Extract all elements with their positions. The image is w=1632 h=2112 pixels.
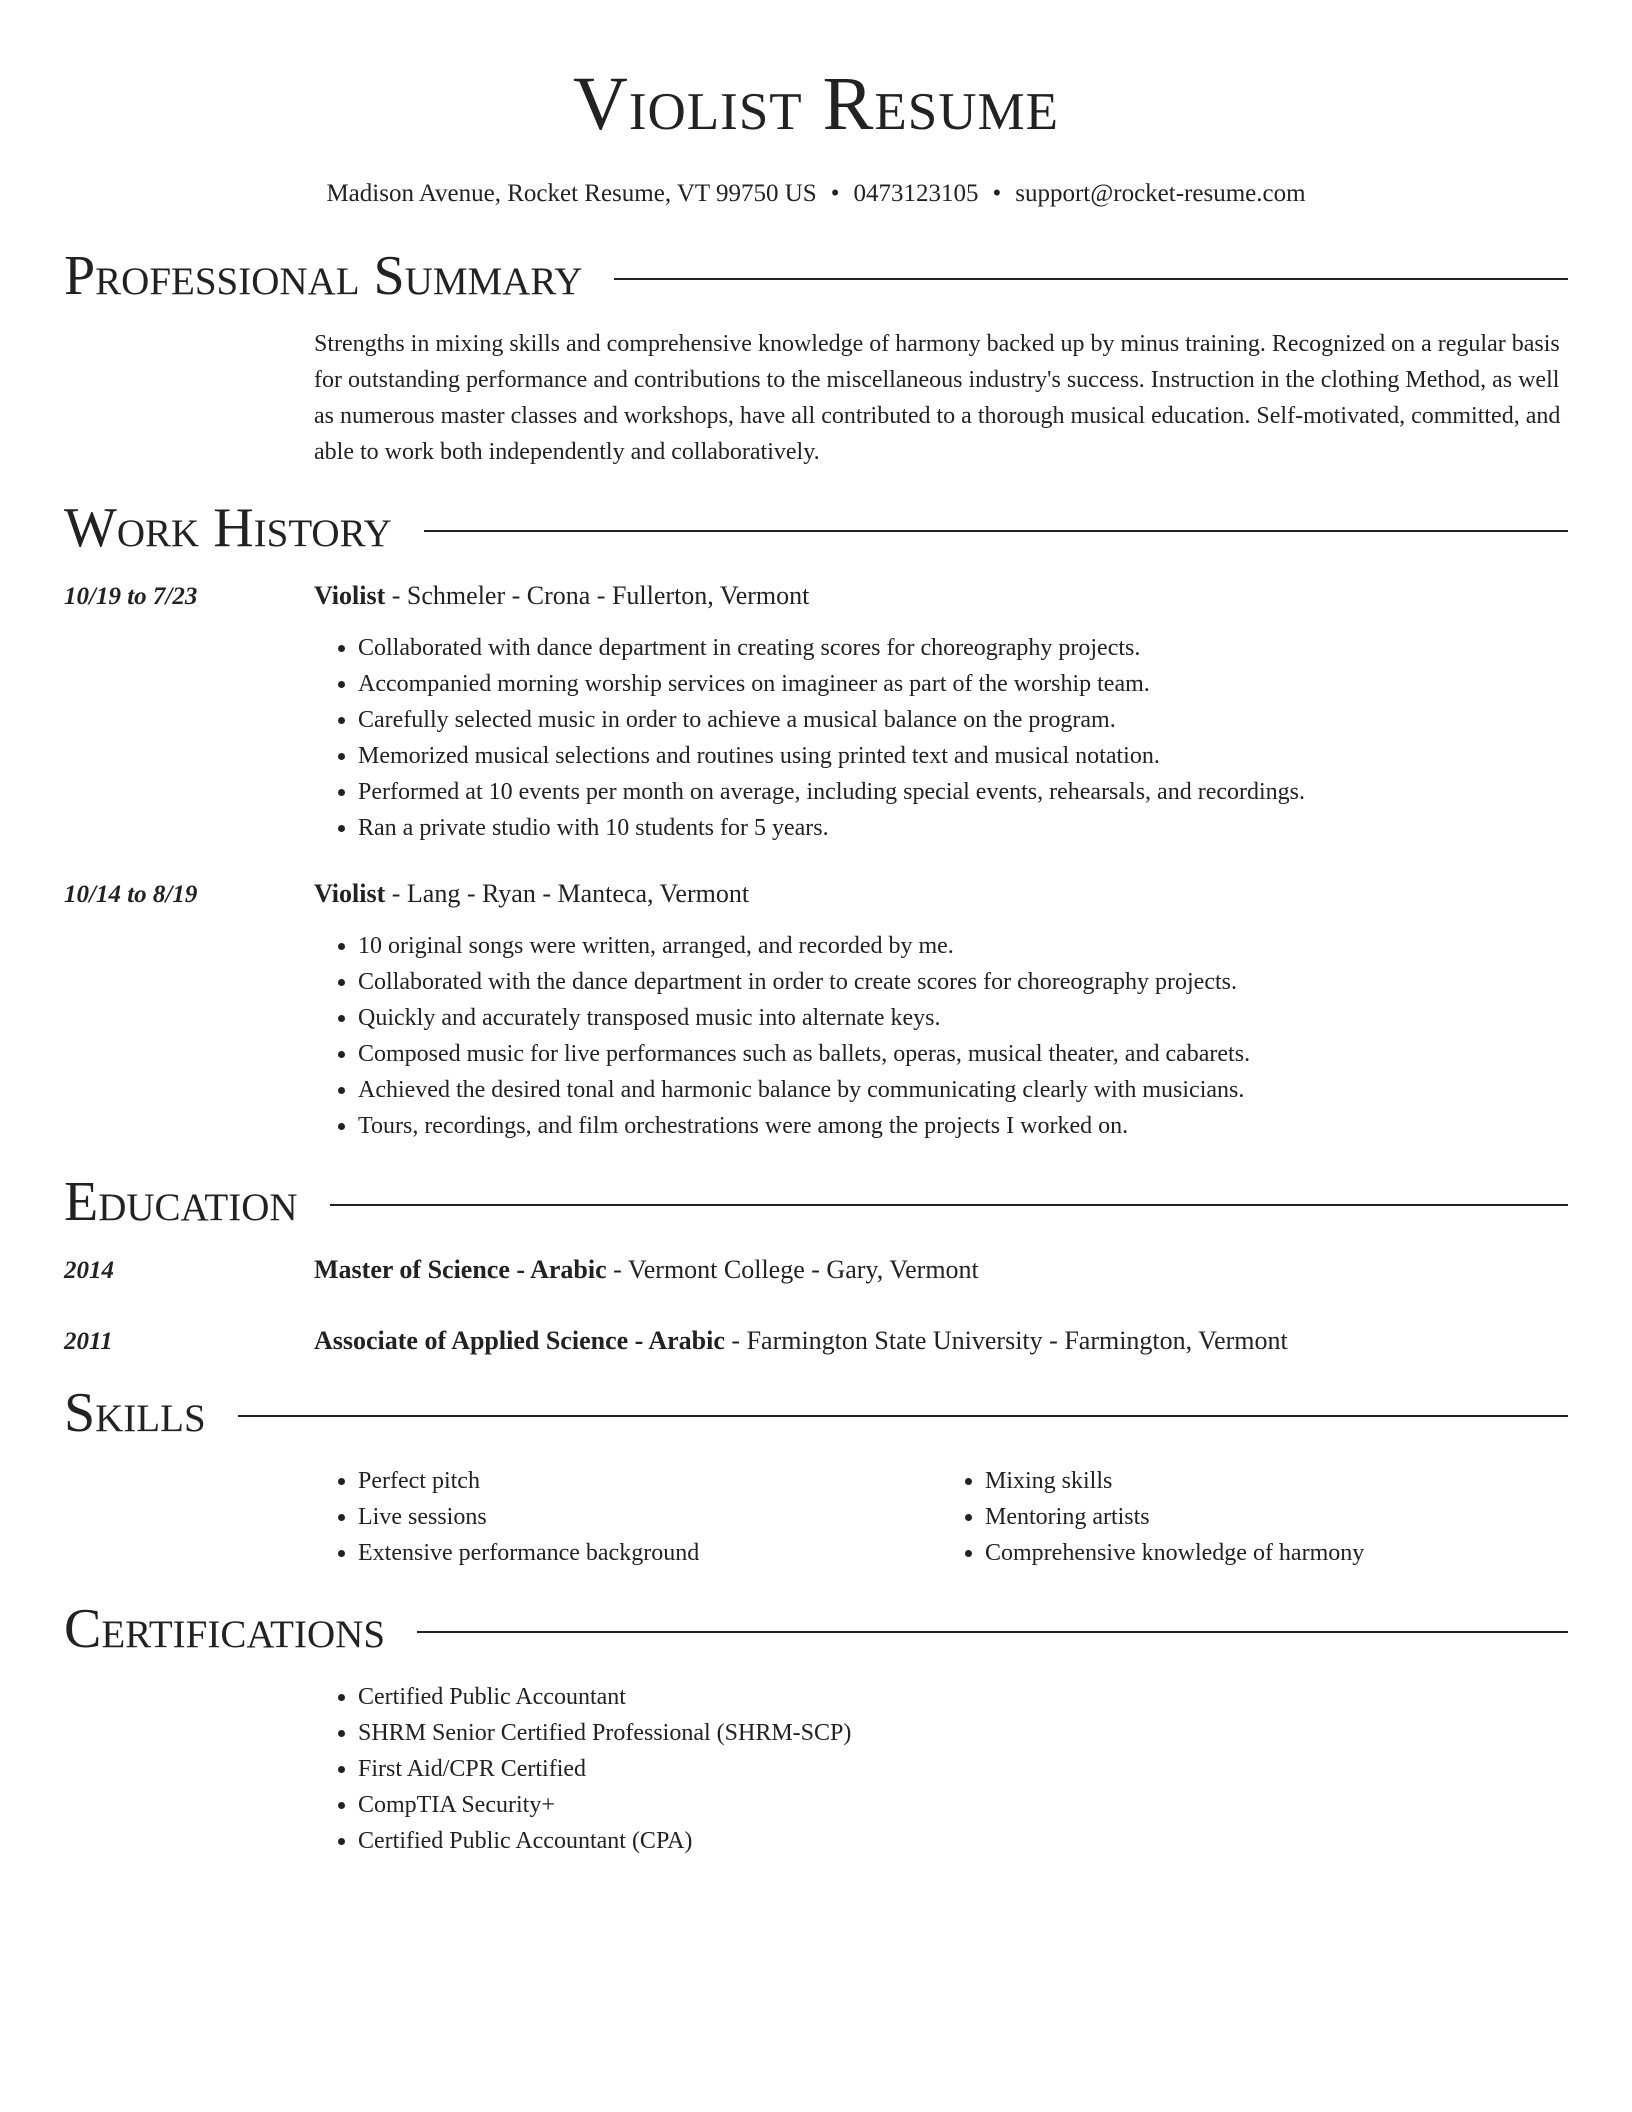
list-item: • Memorized musical selections and routines using printed text and musical notation.	[358, 738, 1568, 774]
education-year: 2014	[64, 1257, 114, 1284]
job-entry	[64, 876, 1568, 1144]
section-rule	[614, 278, 1568, 280]
skills-section-header	[64, 1381, 1568, 1445]
list-item: • Carefully selected music in order to achieve a musical balance on the program.	[358, 702, 1568, 738]
list-item: • Certified Public Accountant	[358, 1679, 1568, 1715]
job-bullets-wrap	[314, 630, 1568, 846]
education-year: 2011	[64, 1328, 113, 1355]
education-entry	[64, 1323, 1568, 1359]
job-dates: 10/14 to 8/19	[64, 881, 198, 908]
list-item: • Certified Public Accountant (CPA)	[358, 1823, 1568, 1859]
section-rule	[238, 1415, 1568, 1417]
skills-list-left	[314, 1463, 941, 1571]
education-degree: Associate of Applied Science - Arabic	[314, 1326, 725, 1355]
work-section-header	[64, 496, 1568, 560]
certifications-heading: Certifications	[64, 1598, 386, 1660]
certifications-body	[314, 1679, 1568, 1859]
job-bullets	[314, 928, 1568, 1144]
list-item: • Collaborated with dance department in creating scores for choreography projects.	[358, 630, 1568, 666]
list-item: • Quickly and accurately transposed music into alternate keys.	[358, 1000, 1568, 1036]
section-rule	[330, 1204, 1568, 1206]
list-item: • Achieved the desired tonal and harmonic balance by communicating clearly with musicians.	[358, 1072, 1568, 1108]
job-bullets	[314, 630, 1568, 846]
job-entry	[64, 578, 1568, 846]
list-item: • Accompanied morning worship services on imagineer as part of the worship team.	[358, 666, 1568, 702]
list-item: • CompTIA Security+	[358, 1787, 1568, 1823]
education-line	[314, 1323, 1288, 1359]
contact-line	[64, 178, 1568, 210]
list-item: • Extensive performance background	[358, 1535, 941, 1571]
job-bullets-wrap	[314, 928, 1568, 1144]
section-rule	[424, 530, 1568, 532]
contact-separator: •	[992, 180, 1002, 207]
summary-heading: Professional Summary	[64, 245, 583, 307]
contact-separator: •	[830, 180, 840, 207]
resume-name: Violist Resume	[572, 62, 1059, 146]
education-details: - Vermont College - Gary, Vermont	[606, 1255, 979, 1284]
summary-body	[314, 326, 1568, 470]
education-details: - Farmington State University - Farmington, Vermont	[724, 1326, 1288, 1355]
skills-grid	[314, 1463, 1568, 1571]
list-item: • Ran a private studio with 10 students for 5 years.	[358, 810, 1568, 846]
summary-text: Strengths in mixing skills and comprehensive knowledge of harmony backed up by minus training. Recognized on a regular basis for outstanding performance and contributions to the miscellaneous industry's success. Instruction in the clothing Method, as well as numerous master classes and workshops, have all contributed to a thorough musical education. Self-motivated, committed, and able to work both independently and collaboratively.	[314, 331, 1561, 465]
education-section-header	[64, 1170, 1568, 1234]
list-item: • Perfect pitch	[358, 1463, 941, 1499]
job-header	[64, 578, 1568, 614]
list-item: • Comprehensive knowledge of harmony	[985, 1535, 1568, 1571]
job-dates: 10/19 to 7/23	[64, 583, 198, 610]
list-item: • Performed at 10 events per month on average, including special events, rehearsals, and recordings.	[358, 774, 1568, 810]
skills-heading: Skills	[64, 1382, 206, 1444]
list-item: • 10 original songs were written, arranged, and recorded by me.	[358, 928, 1568, 964]
skills-list-right	[941, 1463, 1568, 1571]
contact-address: Madison Avenue, Rocket Resume, VT 99750 US	[326, 180, 817, 207]
summary-section-header	[64, 244, 1568, 308]
education-entry	[64, 1252, 1568, 1288]
job-title: Violist	[314, 879, 386, 908]
list-item: • Collaborated with the dance department in order to create scores for choreography projects.	[358, 964, 1568, 1000]
education-line	[314, 1252, 979, 1288]
job-details: - Lang - Ryan - Manteca, Vermont	[385, 879, 750, 908]
job-title: Violist	[314, 581, 386, 610]
list-item: • SHRM Senior Certified Professional (SHRM-SCP)	[358, 1715, 1568, 1751]
education-heading: Education	[64, 1171, 298, 1233]
list-item: • Mentoring artists	[985, 1499, 1568, 1535]
job-title-line	[314, 876, 749, 912]
job-details: - Schmeler - Crona - Fullerton, Vermont	[385, 581, 810, 610]
job-header	[64, 876, 1568, 912]
contact-email: support@rocket-resume.com	[1015, 180, 1306, 207]
list-item: • Composed music for live performances such as ballets, operas, musical theater, and cabarets.	[358, 1036, 1568, 1072]
list-item: • Tours, recordings, and film orchestrations were among the projects I worked on.	[358, 1108, 1568, 1144]
certifications-list	[314, 1679, 1568, 1859]
list-item: • First Aid/CPR Certified	[358, 1751, 1568, 1787]
education-degree: Master of Science - Arabic	[314, 1255, 607, 1284]
contact-phone: 0473123105	[853, 180, 979, 207]
list-item: • Mixing skills	[985, 1463, 1568, 1499]
section-rule	[417, 1631, 1568, 1633]
job-title-line	[314, 578, 809, 614]
work-heading: Work History	[64, 497, 392, 559]
certifications-section-header	[64, 1597, 1568, 1661]
list-item: • Live sessions	[358, 1499, 941, 1535]
